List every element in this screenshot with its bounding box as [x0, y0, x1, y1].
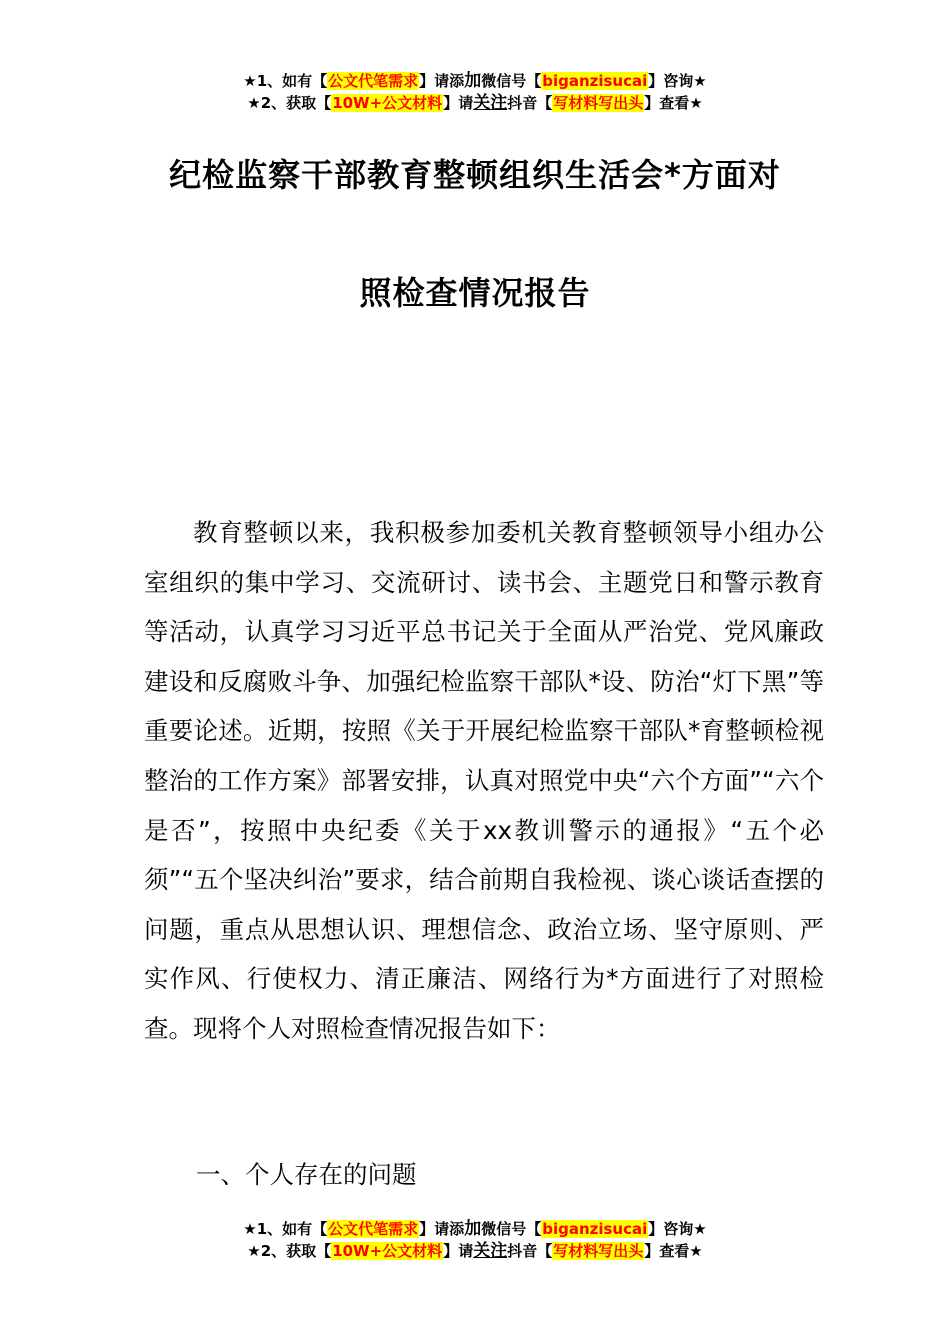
- promo-footer: [0, 1218, 950, 1262]
- promo-text: ★2、获取【: [247, 94, 332, 112]
- promo-text: ★2、获取【: [247, 1242, 332, 1260]
- promo-wechat-id: biganzisucai: [542, 1220, 648, 1238]
- promo-douyin-id: 写材料写出头: [553, 94, 644, 112]
- promo-text: 抖音【: [507, 1242, 553, 1260]
- promo-text: 】查看★: [644, 1242, 703, 1260]
- promo-text: ★1、如有【: [243, 72, 328, 90]
- section-heading: 一、个人存在的问题: [196, 1160, 417, 1189]
- document-title-line-1: 纪检监察干部教育整顿组织生活会*方面对: [169, 156, 781, 194]
- promo-header: [0, 70, 950, 114]
- promo-line-2: [0, 92, 950, 114]
- promo-text: 抖音【: [507, 94, 553, 112]
- promo-line-1: [0, 1218, 950, 1240]
- promo-text: 加: [464, 1219, 482, 1239]
- promo-text: 】请: [443, 1242, 474, 1260]
- promo-text: 微信号【: [481, 72, 542, 90]
- promo-text: 关注: [473, 1241, 508, 1261]
- promo-text: 】咨询★: [648, 1220, 707, 1238]
- promo-highlight: 10W+公文材料: [332, 1242, 443, 1260]
- promo-highlight: 公文代笔需求: [328, 1220, 419, 1238]
- promo-highlight: 10W+公文材料: [332, 94, 443, 112]
- promo-wechat-id: biganzisucai: [542, 72, 648, 90]
- promo-text: 】请: [443, 94, 474, 112]
- promo-text: 】查看★: [644, 94, 703, 112]
- promo-line-2: [0, 1240, 950, 1262]
- body-paragraph: 教育整顿以来，我积极参加委机关教育整顿领导小组办公室组织的集中学习、交流研讨、读书会、主题党日和警示教育等活动，认真学习习近平总书记关于全面从严治党、党风廉政建设和反腐败斗争、加强纪检监察干部队*设、防治“灯下黑”等重要论述。近期，按照《关于开展纪检监察干部队*育整顿检视整治的工作方案》部署安排，认真对照党中央“六个方面”“六个是否”，按照中央纪委《关于xx教训警示的通报》“五个必须”“五个坚决纠治”要求，结合前期自我检视、谈心谈话查摆的问题，重点从思想认识、理想信念、政治立场、坚守原则、严实作风、行使权力、清正廉洁、网络行为*方面进行了对照检查。现将个人对照检查情况报告如下：: [144, 518, 824, 1043]
- promo-text: 】咨询★: [648, 72, 707, 90]
- promo-text: 关注: [473, 93, 508, 113]
- promo-douyin-id: 写材料写出头: [553, 1242, 644, 1260]
- promo-line-1: [0, 70, 950, 92]
- promo-text: ★1、如有【: [243, 1220, 328, 1238]
- promo-text: 加: [464, 71, 482, 91]
- promo-text: 】请添: [419, 1220, 465, 1238]
- document-title-line-2: 照检查情况报告: [359, 274, 591, 312]
- promo-text: 微信号【: [481, 1220, 542, 1238]
- promo-highlight: 公文代笔需求: [328, 72, 419, 90]
- promo-text: 】请添: [419, 72, 465, 90]
